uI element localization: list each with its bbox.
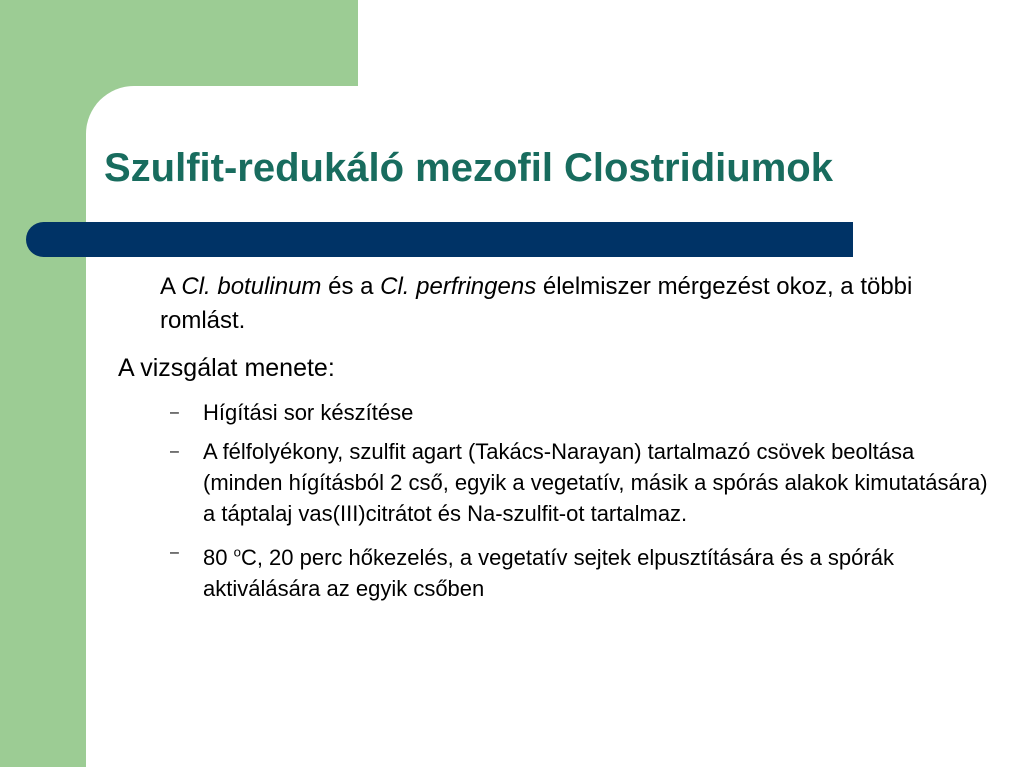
list-item: [170, 397, 990, 428]
intro-italic-1: Cl. botulinum: [181, 273, 322, 300]
intro-text-2: és a: [321, 273, 381, 300]
intro-italic-2: Cl. perfringens: [380, 273, 537, 300]
bullet-dash: –: [170, 404, 179, 421]
method-heading: A vizsgálat menete:: [118, 354, 335, 382]
method-steps-list: [170, 397, 990, 612]
bullet-dash: –: [170, 443, 179, 460]
list-item-text: A félfolyékony, szulfit agart (Takács-Narayan) tartalmazó csövek beoltása (minden hígításból 2 cső, egyik a vegetatív, másik a spórás alakok kimutatására) a táptalaj vas(III)citrátot és Na-szulfit-ot tartalmaz.: [203, 439, 988, 526]
intro-text-3: élelmiszer mérgezést okoz, a többi romlást.: [160, 273, 913, 334]
list-item: [170, 537, 990, 604]
title-underline-bar: [26, 222, 853, 257]
list-item: [170, 436, 990, 529]
temp-rest: C, 20 perc hőkezelés, a vegetatív sejtek elpusztítására és a spórák aktiválására az egyik csőben: [203, 545, 894, 602]
intro-text-1: A: [160, 273, 182, 300]
temp-value: 80: [203, 545, 234, 571]
slide-title: Szulfit-redukáló mezofil Clostridiumok: [104, 146, 833, 190]
list-item-text: [203, 545, 894, 601]
intro-paragraph: [160, 270, 970, 337]
degree-superscript: o: [233, 545, 241, 560]
bullet-dash: –: [170, 544, 179, 561]
list-item-text: Hígítási sor készítése: [203, 400, 414, 425]
